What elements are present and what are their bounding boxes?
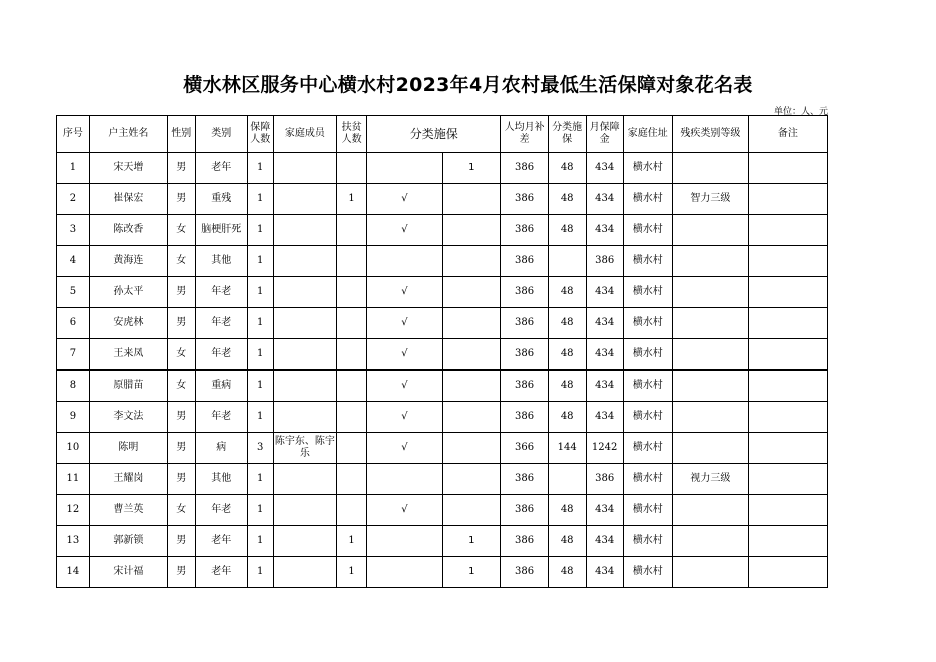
cell-address: 横水村 <box>623 433 672 464</box>
cell-disability: 智力三级 <box>672 184 748 215</box>
cell-avg: 386 <box>501 339 548 371</box>
cell-seq: 10 <box>57 433 90 464</box>
cell-seq: 5 <box>57 277 90 308</box>
cell-seq: 4 <box>57 246 90 277</box>
cell-disability <box>672 495 748 526</box>
cell-name: 孙太平 <box>89 277 167 308</box>
cell-monthly: 434 <box>586 153 623 184</box>
cell-poverty <box>337 402 367 433</box>
cell-name: 李文法 <box>89 402 167 433</box>
cell-monthly: 434 <box>586 308 623 339</box>
cell-category: 年老 <box>195 277 247 308</box>
cell-poverty <box>337 495 367 526</box>
cell-flag <box>442 370 501 402</box>
cell-seq: 2 <box>57 184 90 215</box>
cell-avg: 386 <box>501 402 548 433</box>
cell-remark <box>748 215 827 246</box>
page-title: 横水林区服务中心横水村2023年4月农村最低生活保障对象花名表 <box>183 74 753 96</box>
cell-seq: 6 <box>57 308 90 339</box>
cell-gender: 男 <box>167 433 195 464</box>
cell-gender: 女 <box>167 339 195 371</box>
table-row <box>57 184 828 215</box>
cell-address: 横水村 <box>623 215 672 246</box>
cell-members <box>273 153 337 184</box>
cell-poverty: 1 <box>337 184 367 215</box>
cell-monthly: 434 <box>586 402 623 433</box>
cell-avg: 386 <box>501 215 548 246</box>
cell-count: 1 <box>247 277 273 308</box>
cell-poverty: 1 <box>337 557 367 588</box>
cell-flag <box>442 402 501 433</box>
cell-monthly: 434 <box>586 277 623 308</box>
cell-gender: 男 <box>167 464 195 495</box>
table-row <box>57 464 828 495</box>
cell-members <box>273 215 337 246</box>
cell-name: 宋天增 <box>89 153 167 184</box>
header-avg: 人均月补差 <box>501 116 548 153</box>
cell-disability <box>672 215 748 246</box>
cell-disability <box>672 153 748 184</box>
cell-count: 1 <box>247 215 273 246</box>
header-name: 户主姓名 <box>89 116 167 153</box>
cell-check <box>366 464 442 495</box>
cell-address: 横水村 <box>623 184 672 215</box>
cell-avg: 386 <box>501 277 548 308</box>
cell-check: √ <box>366 184 442 215</box>
cell-check <box>366 153 442 184</box>
cell-remark <box>748 339 827 371</box>
cell-avg: 366 <box>501 433 548 464</box>
cell-flag <box>442 308 501 339</box>
cell-remark <box>748 495 827 526</box>
cell-seq: 1 <box>57 153 90 184</box>
cell-category: 年老 <box>195 339 247 371</box>
cell-seq: 11 <box>57 464 90 495</box>
cell-count: 3 <box>247 433 273 464</box>
cell-extra: 48 <box>548 308 586 339</box>
cell-monthly: 434 <box>586 370 623 402</box>
table-row <box>57 308 828 339</box>
table-row <box>57 153 828 184</box>
cell-disability <box>672 433 748 464</box>
cell-check: √ <box>366 339 442 371</box>
cell-name: 崔保宏 <box>89 184 167 215</box>
cell-category: 病 <box>195 433 247 464</box>
header-disability: 残疾类别等级 <box>672 116 748 153</box>
header-extra: 分类施保 <box>548 116 586 153</box>
cell-disability <box>672 339 748 371</box>
cell-monthly: 386 <box>586 246 623 277</box>
cell-category: 重病 <box>195 370 247 402</box>
cell-poverty: 1 <box>337 526 367 557</box>
cell-members <box>273 277 337 308</box>
cell-poverty <box>337 246 367 277</box>
cell-category: 年老 <box>195 308 247 339</box>
cell-gender: 男 <box>167 277 195 308</box>
cell-count: 1 <box>247 308 273 339</box>
cell-disability <box>672 370 748 402</box>
cell-remark <box>748 526 827 557</box>
header-count: 保障人数 <box>247 116 273 153</box>
cell-name: 王来凤 <box>89 339 167 371</box>
cell-extra: 48 <box>548 495 586 526</box>
cell-disability: 视力三级 <box>672 464 748 495</box>
cell-category: 年老 <box>195 495 247 526</box>
roster-table <box>56 115 828 588</box>
header-category: 类别 <box>195 116 247 153</box>
cell-gender: 男 <box>167 557 195 588</box>
cell-count: 1 <box>247 246 273 277</box>
cell-category: 其他 <box>195 246 247 277</box>
cell-monthly: 434 <box>586 557 623 588</box>
cell-extra: 48 <box>548 402 586 433</box>
cell-disability <box>672 246 748 277</box>
cell-seq: 14 <box>57 557 90 588</box>
cell-members <box>273 184 337 215</box>
cell-poverty <box>337 370 367 402</box>
cell-avg: 386 <box>501 370 548 402</box>
cell-category: 老年 <box>195 526 247 557</box>
cell-extra <box>548 464 586 495</box>
cell-seq: 8 <box>57 370 90 402</box>
table-row <box>57 402 828 433</box>
cell-avg: 386 <box>501 526 548 557</box>
cell-extra: 48 <box>548 370 586 402</box>
cell-address: 横水村 <box>623 464 672 495</box>
header-address: 家庭住址 <box>623 116 672 153</box>
unit-label: 单位：人、元 <box>773 107 828 117</box>
cell-flag <box>442 339 501 371</box>
cell-members <box>273 402 337 433</box>
cell-name: 陈改香 <box>89 215 167 246</box>
cell-members <box>273 526 337 557</box>
cell-members <box>273 339 337 371</box>
cell-poverty <box>337 339 367 371</box>
cell-gender: 女 <box>167 495 195 526</box>
cell-address: 横水村 <box>623 339 672 371</box>
cell-category: 老年 <box>195 153 247 184</box>
cell-flag <box>442 495 501 526</box>
cell-check: √ <box>366 402 442 433</box>
table-row <box>57 339 828 371</box>
cell-poverty <box>337 464 367 495</box>
cell-monthly: 434 <box>586 339 623 371</box>
cell-members <box>273 246 337 277</box>
cell-gender: 女 <box>167 370 195 402</box>
cell-flag <box>442 433 501 464</box>
cell-remark <box>748 246 827 277</box>
cell-avg: 386 <box>501 246 548 277</box>
table-row <box>57 557 828 588</box>
cell-seq: 12 <box>57 495 90 526</box>
cell-gender: 男 <box>167 153 195 184</box>
cell-remark <box>748 308 827 339</box>
cell-flag: 1 <box>442 526 501 557</box>
cell-avg: 386 <box>501 153 548 184</box>
cell-extra: 48 <box>548 526 586 557</box>
cell-gender: 男 <box>167 308 195 339</box>
cell-flag: 1 <box>442 557 501 588</box>
cell-poverty <box>337 308 367 339</box>
cell-disability <box>672 308 748 339</box>
cell-check: √ <box>366 433 442 464</box>
cell-name: 曹兰英 <box>89 495 167 526</box>
cell-flag <box>442 464 501 495</box>
cell-count: 1 <box>247 495 273 526</box>
header-monthly: 月保障金 <box>586 116 623 153</box>
cell-remark <box>748 557 827 588</box>
cell-category: 脑梗肝死 <box>195 215 247 246</box>
cell-disability <box>672 402 748 433</box>
cell-extra <box>548 246 586 277</box>
cell-members: 陈宇东、陈宇乐 <box>273 433 337 464</box>
cell-flag <box>442 215 501 246</box>
cell-remark <box>748 153 827 184</box>
cell-extra: 48 <box>548 153 586 184</box>
cell-name: 郭新锁 <box>89 526 167 557</box>
cell-address: 横水村 <box>623 246 672 277</box>
cell-members <box>273 308 337 339</box>
cell-count: 1 <box>247 557 273 588</box>
cell-check: √ <box>366 308 442 339</box>
cell-seq: 13 <box>57 526 90 557</box>
cell-category: 年老 <box>195 402 247 433</box>
cell-name: 王耀岗 <box>89 464 167 495</box>
table-row <box>57 246 828 277</box>
cell-avg: 386 <box>501 557 548 588</box>
cell-count: 1 <box>247 339 273 371</box>
cell-gender: 女 <box>167 246 195 277</box>
cell-check <box>366 246 442 277</box>
cell-count: 1 <box>247 526 273 557</box>
cell-address: 横水村 <box>623 557 672 588</box>
header-seq: 序号 <box>57 116 90 153</box>
cell-disability <box>672 557 748 588</box>
cell-address: 横水村 <box>623 402 672 433</box>
header-gender: 性别 <box>167 116 195 153</box>
cell-members <box>273 370 337 402</box>
cell-check: √ <box>366 277 442 308</box>
header-remark: 备注 <box>748 116 827 153</box>
cell-address: 横水村 <box>623 370 672 402</box>
cell-poverty <box>337 277 367 308</box>
table-row <box>57 277 828 308</box>
header-row <box>57 116 828 153</box>
table-row <box>57 215 828 246</box>
cell-check: √ <box>366 215 442 246</box>
cell-count: 1 <box>247 402 273 433</box>
table-row <box>57 526 828 557</box>
header-members: 家庭成员 <box>273 116 337 153</box>
cell-category: 老年 <box>195 557 247 588</box>
cell-seq: 7 <box>57 339 90 371</box>
cell-flag <box>442 277 501 308</box>
cell-flag: 1 <box>442 153 501 184</box>
cell-gender: 男 <box>167 402 195 433</box>
cell-name: 陈明 <box>89 433 167 464</box>
cell-check: √ <box>366 370 442 402</box>
cell-address: 横水村 <box>623 308 672 339</box>
cell-poverty <box>337 433 367 464</box>
cell-count: 1 <box>247 464 273 495</box>
cell-remark <box>748 184 827 215</box>
cell-extra: 48 <box>548 277 586 308</box>
cell-category: 重残 <box>195 184 247 215</box>
cell-gender: 女 <box>167 215 195 246</box>
header-class: 分类施保 <box>366 116 501 153</box>
cell-monthly: 434 <box>586 215 623 246</box>
cell-disability <box>672 277 748 308</box>
cell-extra: 48 <box>548 215 586 246</box>
cell-count: 1 <box>247 370 273 402</box>
cell-monthly: 434 <box>586 184 623 215</box>
cell-remark <box>748 433 827 464</box>
cell-name: 原腊苗 <box>89 370 167 402</box>
cell-monthly: 1242 <box>586 433 623 464</box>
cell-remark <box>748 277 827 308</box>
cell-gender: 男 <box>167 526 195 557</box>
cell-flag <box>442 184 501 215</box>
cell-address: 横水村 <box>623 526 672 557</box>
cell-poverty <box>337 153 367 184</box>
cell-members <box>273 557 337 588</box>
table-row <box>57 370 828 402</box>
cell-check <box>366 526 442 557</box>
cell-monthly: 434 <box>586 526 623 557</box>
cell-name: 宋计福 <box>89 557 167 588</box>
cell-avg: 386 <box>501 464 548 495</box>
header-poverty: 扶贫人数 <box>337 116 367 153</box>
cell-seq: 9 <box>57 402 90 433</box>
cell-avg: 386 <box>501 184 548 215</box>
cell-extra: 144 <box>548 433 586 464</box>
cell-remark <box>748 370 827 402</box>
cell-category: 其他 <box>195 464 247 495</box>
cell-monthly: 386 <box>586 464 623 495</box>
cell-extra: 48 <box>548 184 586 215</box>
cell-members <box>273 464 337 495</box>
cell-name: 安虎林 <box>89 308 167 339</box>
cell-avg: 386 <box>501 495 548 526</box>
cell-extra: 48 <box>548 339 586 371</box>
cell-members <box>273 495 337 526</box>
cell-count: 1 <box>247 153 273 184</box>
cell-check: √ <box>366 495 442 526</box>
cell-count: 1 <box>247 184 273 215</box>
cell-check <box>366 557 442 588</box>
cell-monthly: 434 <box>586 495 623 526</box>
table-row <box>57 495 828 526</box>
cell-address: 横水村 <box>623 495 672 526</box>
cell-avg: 386 <box>501 308 548 339</box>
cell-address: 横水村 <box>623 153 672 184</box>
cell-name: 黄海连 <box>89 246 167 277</box>
table-row <box>57 433 828 464</box>
cell-remark <box>748 402 827 433</box>
cell-gender: 男 <box>167 184 195 215</box>
cell-poverty <box>337 215 367 246</box>
cell-disability <box>672 526 748 557</box>
cell-flag <box>442 246 501 277</box>
cell-extra: 48 <box>548 557 586 588</box>
cell-address: 横水村 <box>623 277 672 308</box>
cell-remark <box>748 464 827 495</box>
cell-seq: 3 <box>57 215 90 246</box>
